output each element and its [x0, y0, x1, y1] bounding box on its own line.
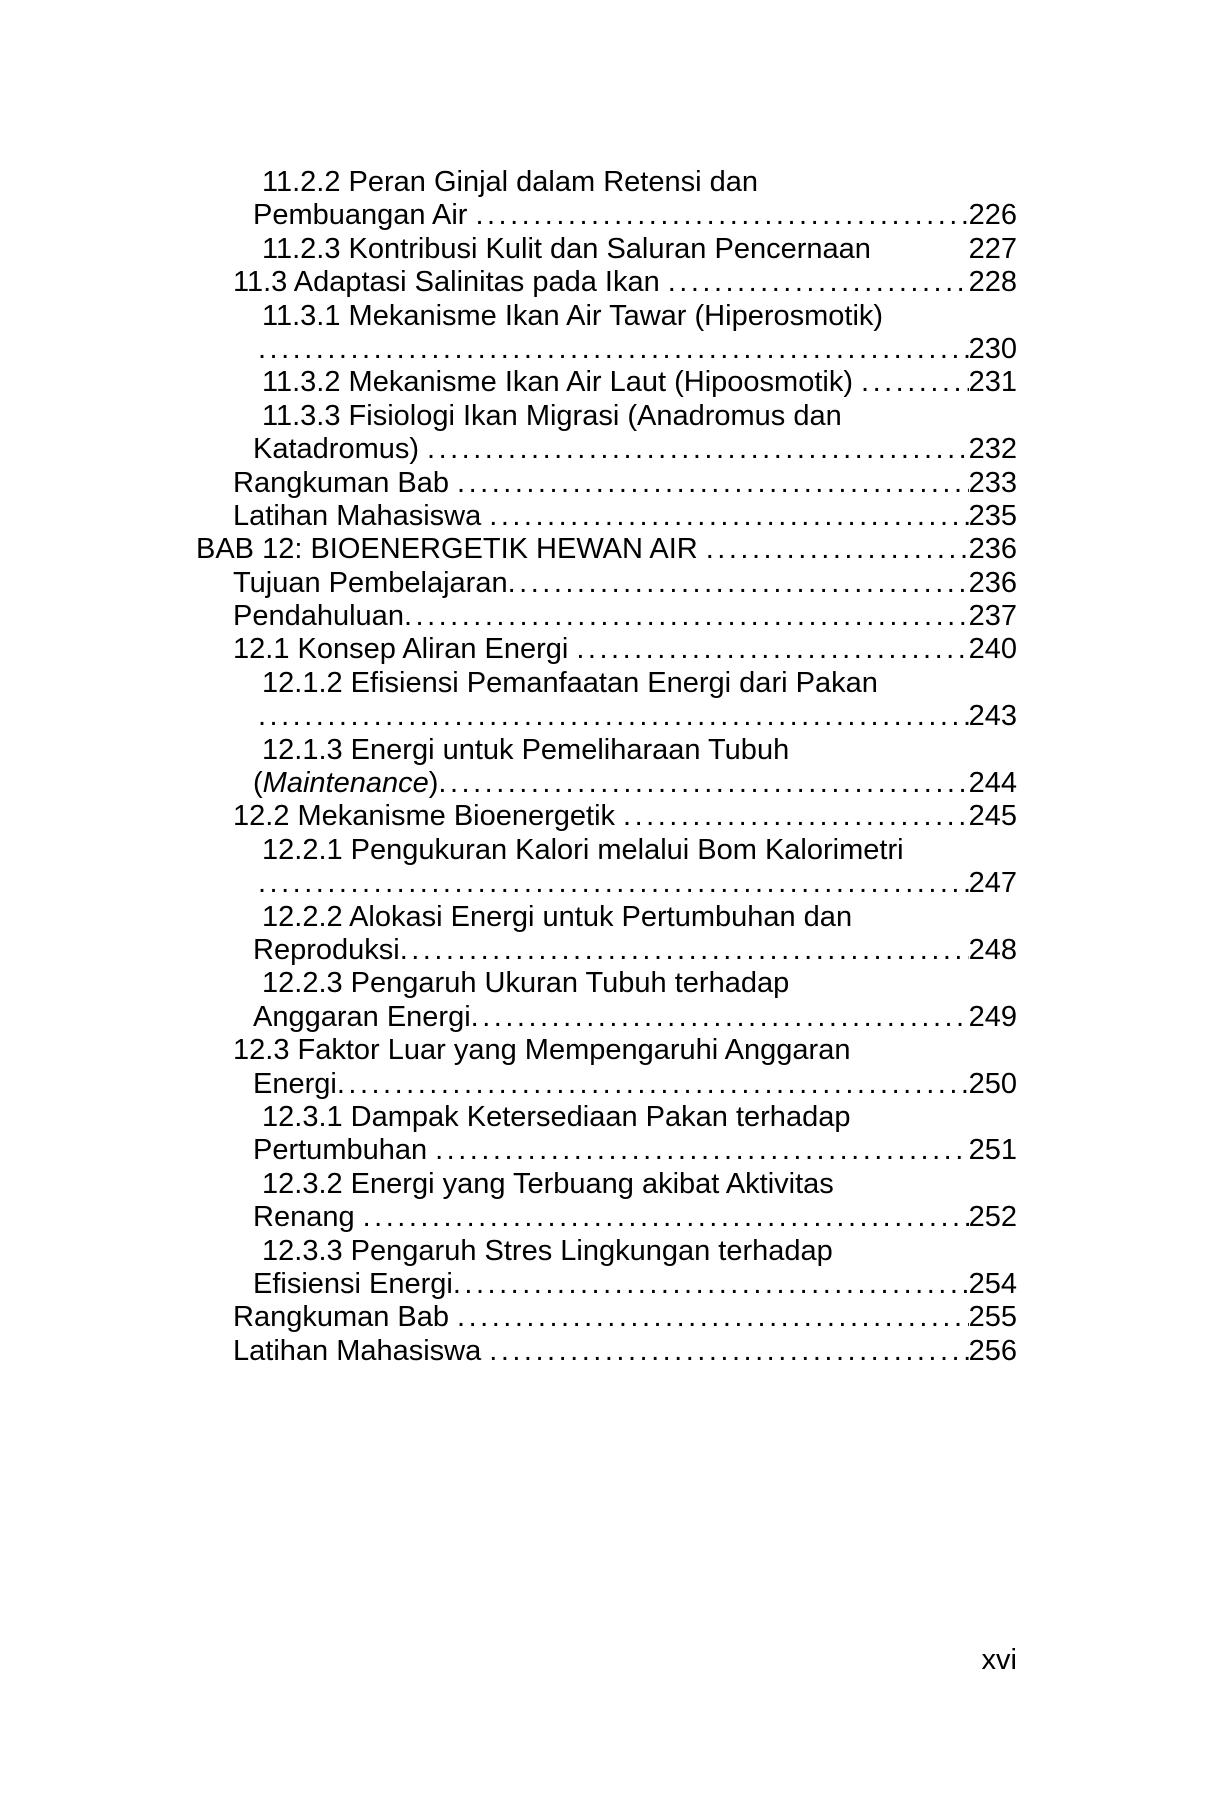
toc-line	[196, 300, 1017, 333]
toc-entry-text: 12.3 Faktor Luar yang Mempengaruhi Anggaran	[233, 1034, 851, 1067]
toc-page-number: 240	[968, 633, 1017, 666]
toc-line	[196, 400, 1017, 433]
toc-entry-text: Latihan Mahasiswa	[233, 499, 482, 532]
table-of-contents	[196, 166, 1017, 1368]
toc-page-number: 249	[968, 1000, 1017, 1033]
toc-line	[196, 867, 1017, 900]
toc-page-number: 231	[968, 366, 1017, 399]
toc-line	[196, 767, 1017, 800]
dot-leader	[337, 1068, 969, 1101]
toc-entry-text: 12.2.2 Alokasi Energi untuk Pertumbuhan dan	[262, 900, 853, 933]
dot-leader	[363, 1201, 969, 1234]
toc-entry-text: 12.1 Konsep Aliran Energi	[233, 633, 569, 666]
toc-page-number: 248	[968, 933, 1017, 966]
toc-line	[196, 266, 1017, 299]
dot-leader	[706, 533, 969, 566]
toc-page-number: 236	[968, 533, 1017, 566]
toc-page-number: 251	[968, 1134, 1017, 1167]
toc-entry-text: 12.3.3 Pengaruh Stres Lingkungan terhadap	[262, 1234, 833, 1267]
toc-page-number: 227	[968, 232, 1017, 265]
toc-line	[196, 700, 1017, 733]
toc-line	[196, 667, 1017, 700]
toc-entry-text: Efisiensi Energi	[253, 1267, 453, 1300]
dot-leader	[508, 567, 969, 600]
toc-line	[196, 366, 1017, 399]
toc-page-number: 254	[968, 1267, 1017, 1300]
toc-line	[196, 901, 1017, 934]
dot-leader	[457, 467, 969, 500]
toc-page-number: 256	[968, 1334, 1017, 1367]
toc-entry-text: 12.2.1 Pengukuran Kalori melalui Bom Kalorimetri	[262, 833, 904, 866]
dot-leader	[453, 1268, 969, 1301]
toc-page-number: 237	[968, 600, 1017, 633]
toc-entry-text: 11.3.1 Mekanisme Ikan Air Tawar (Hiperosmotik)	[262, 299, 884, 332]
toc-page-number: 232	[968, 433, 1017, 466]
toc-line	[196, 1301, 1017, 1334]
toc-line	[196, 1001, 1017, 1034]
toc-line	[196, 1335, 1017, 1368]
toc-page-number: 230	[968, 332, 1017, 365]
toc-entry-text: BAB 12: BIOENERGETIK HEWAN AIR	[196, 533, 698, 566]
toc-entry-text: (Maintenance)	[253, 767, 439, 800]
toc-entry-text: Pertumbuhan	[253, 1134, 428, 1167]
dot-leader	[404, 600, 969, 633]
toc-entry-text: 11.3.3 Fisiologi Ikan Migrasi (Anadromus dan	[262, 399, 842, 432]
toc-line	[196, 1201, 1017, 1234]
dot-leader	[258, 333, 969, 366]
dot-leader	[471, 1001, 969, 1034]
toc-entry-text: 11.3.2 Mekanisme Ikan Air Laut (Hipoosmotik)	[262, 366, 854, 399]
toc-line	[196, 1068, 1017, 1101]
dot-leader	[438, 767, 968, 800]
folio-page-number: xvi	[981, 1644, 1017, 1676]
toc-line	[196, 467, 1017, 500]
toc-line	[196, 233, 1017, 266]
toc-page-number: 236	[968, 566, 1017, 599]
toc-page-number: 243	[968, 700, 1017, 733]
toc-entry-text: 11.2.3 Kontribusi Kulit dan Saluran Pencernaan	[262, 232, 871, 265]
toc-entry-text: Energi	[253, 1067, 337, 1100]
dot-leader	[576, 633, 968, 666]
toc-line	[196, 967, 1017, 1000]
toc-entry-text: Anggaran Energi	[253, 1000, 471, 1033]
toc-entry-text: 12.3.2 Energi yang Terbuang akibat Aktivitas	[262, 1167, 834, 1200]
toc-entry-text: Rangkuman Bab	[233, 1301, 450, 1334]
toc-entry-text: 12.3.1 Dampak Ketersediaan Pakan terhadap	[262, 1100, 851, 1133]
toc-page-number: 244	[968, 767, 1017, 800]
toc-line	[196, 333, 1017, 366]
toc-page-number: 235	[968, 499, 1017, 532]
toc-entry-text: 12.2.3 Pengaruh Ukuran Tubuh terhadap	[262, 967, 790, 1000]
toc-entry-text: Tujuan Pembelajaran	[233, 566, 508, 599]
toc-entry-text: Pendahuluan	[233, 600, 404, 633]
toc-line	[196, 1034, 1017, 1067]
toc-entry-text: Reproduksi	[253, 933, 400, 966]
toc-line	[196, 433, 1017, 466]
toc-page-number: 247	[968, 867, 1017, 900]
toc-line	[196, 166, 1017, 199]
dot-leader	[489, 1335, 968, 1368]
toc-page-number: 226	[968, 199, 1017, 232]
dot-leader	[668, 266, 969, 299]
toc-entry-text: 12.2 Mekanisme Bioenergetik	[233, 800, 616, 833]
dot-leader	[400, 934, 969, 967]
dot-leader	[427, 433, 969, 466]
toc-line	[196, 834, 1017, 867]
toc-page-number: 250	[968, 1067, 1017, 1100]
dot-leader	[861, 366, 969, 399]
toc-entry-text: 12.1.2 Efisiensi Pemanfaatan Energi dari Pakan	[262, 666, 878, 699]
toc-entry-text: Katadromus)	[253, 433, 420, 466]
dot-leader	[489, 500, 968, 533]
dot-leader	[435, 1134, 968, 1167]
toc-line	[196, 199, 1017, 232]
toc-page-number: 252	[968, 1201, 1017, 1234]
toc-entry-text: Pembuangan Air	[253, 199, 468, 232]
toc-line	[196, 934, 1017, 967]
toc-page-number: 255	[968, 1301, 1017, 1334]
dot-leader	[623, 800, 969, 833]
toc-entry-text: Renang	[253, 1201, 355, 1234]
toc-line	[196, 800, 1017, 833]
toc-line	[196, 500, 1017, 533]
toc-line	[196, 533, 1017, 566]
toc-line	[196, 633, 1017, 666]
toc-line	[196, 1235, 1017, 1268]
toc-page-number: 233	[968, 466, 1017, 499]
toc-entry-text: Latihan Mahasiswa	[233, 1334, 482, 1367]
toc-page-number: 228	[968, 266, 1017, 299]
toc-line	[196, 1101, 1017, 1134]
toc-line	[196, 734, 1017, 767]
toc-entry-text: 11.2.2 Peran Ginjal dalam Retensi dan	[262, 166, 758, 198]
dot-leader	[258, 700, 969, 733]
toc-line	[196, 1134, 1017, 1167]
toc-line	[196, 567, 1017, 600]
toc-line	[196, 1168, 1017, 1201]
dot-leader	[258, 867, 969, 900]
dot-leader	[475, 199, 968, 232]
toc-entry-text: 11.3 Adaptasi Salinitas pada Ikan	[233, 266, 660, 299]
toc-entry-text: 12.1.3 Energi untuk Pemeliharaan Tubuh	[262, 733, 790, 766]
toc-entry-text: Rangkuman Bab	[233, 466, 450, 499]
toc-page-number: 245	[968, 800, 1017, 833]
toc-line	[196, 600, 1017, 633]
dot-leader	[457, 1301, 969, 1334]
toc-line	[196, 1268, 1017, 1301]
